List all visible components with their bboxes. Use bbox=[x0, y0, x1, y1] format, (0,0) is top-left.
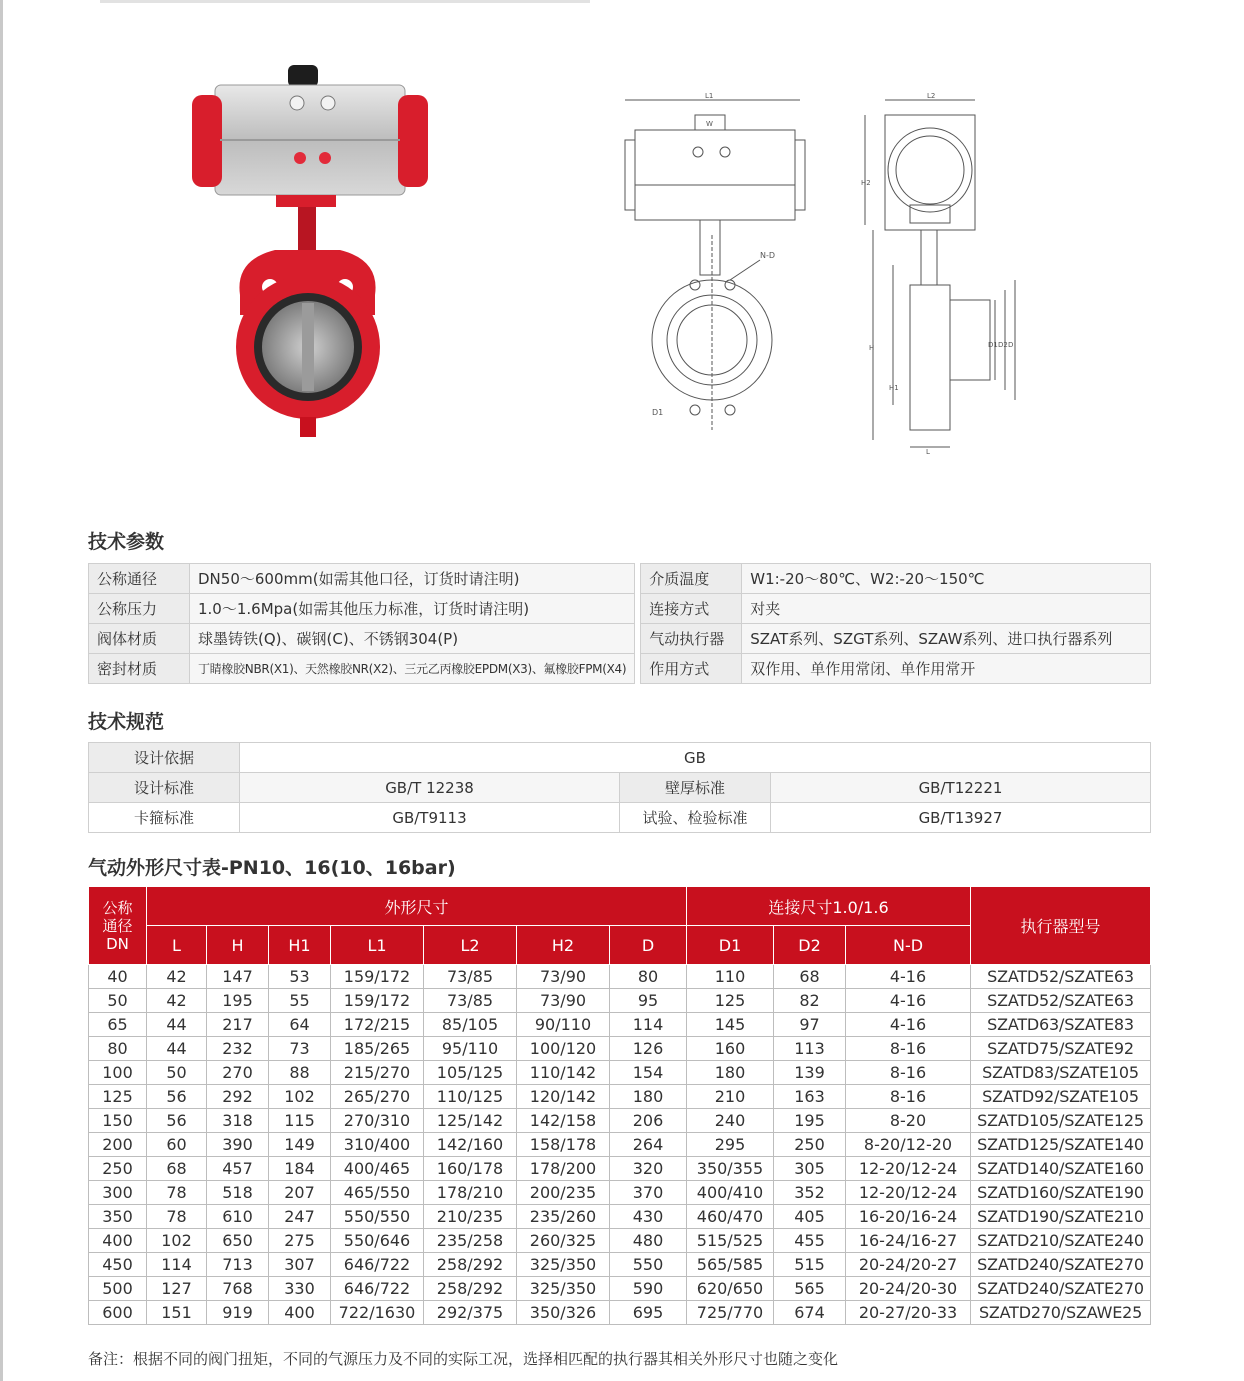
table-cell: 100/120 bbox=[517, 1037, 610, 1061]
table-cell: 160 bbox=[687, 1037, 774, 1061]
table-cell: 500 bbox=[89, 1277, 147, 1301]
table-cell: 110/142 bbox=[517, 1061, 610, 1085]
header-dn-line2: 通径 bbox=[102, 916, 133, 935]
table-row bbox=[89, 564, 1151, 594]
table-cell: 82 bbox=[774, 989, 846, 1013]
table-cell: 350/355 bbox=[687, 1157, 774, 1181]
tech-specs-title: 技术规范 bbox=[88, 711, 165, 733]
table-cell: 44 bbox=[147, 1037, 207, 1061]
table-cell: 40 bbox=[89, 965, 147, 989]
table-cell: 240 bbox=[687, 1109, 774, 1133]
header-col-h: H bbox=[207, 926, 269, 965]
table-cell: 674 bbox=[774, 1301, 846, 1325]
table-cell: 515/525 bbox=[687, 1229, 774, 1253]
cell-actuator-model: SZATD63/SZATE83 bbox=[971, 1013, 1151, 1037]
param-label: 作用方式 bbox=[641, 654, 742, 684]
param-label: 密封材质 bbox=[89, 654, 190, 684]
table-cell: 8-20/12-20 bbox=[846, 1133, 971, 1157]
table-cell: 50 bbox=[89, 989, 147, 1013]
tech-params-table bbox=[88, 563, 1151, 684]
table-cell: 217 bbox=[207, 1013, 269, 1037]
table-cell: 550 bbox=[610, 1253, 687, 1277]
label-d1: D1 bbox=[652, 408, 664, 417]
table-cell: 292 bbox=[207, 1085, 269, 1109]
table-cell: 160/178 bbox=[424, 1157, 517, 1181]
spec-value: GB bbox=[240, 743, 1151, 773]
table-cell: 330 bbox=[269, 1277, 331, 1301]
table-cell: 105/125 bbox=[424, 1061, 517, 1085]
table-cell: 320 bbox=[610, 1157, 687, 1181]
header-col-l: L bbox=[147, 926, 207, 965]
table-cell: 68 bbox=[774, 965, 846, 989]
table-cell: 210 bbox=[687, 1085, 774, 1109]
table-cell: 73/90 bbox=[517, 965, 610, 989]
table-cell: 565/585 bbox=[687, 1253, 774, 1277]
table-row bbox=[89, 1085, 1151, 1109]
table-cell: 110/125 bbox=[424, 1085, 517, 1109]
table-cell: 102 bbox=[147, 1229, 207, 1253]
actuator-end-cap-left bbox=[192, 95, 222, 187]
table-cell: 919 bbox=[207, 1301, 269, 1325]
table-row bbox=[89, 624, 1151, 654]
table-cell: 258/292 bbox=[424, 1277, 517, 1301]
header-col-d1: D1 bbox=[687, 926, 774, 965]
table-cell: 97 bbox=[774, 1013, 846, 1037]
table-cell: 180 bbox=[610, 1085, 687, 1109]
param-label: 公称压力 bbox=[89, 594, 190, 624]
param-value: 对夹 bbox=[742, 594, 1151, 624]
table-cell: 125 bbox=[687, 989, 774, 1013]
table-cell: 565 bbox=[774, 1277, 846, 1301]
footnote: 备注：根据不同的阀门扭矩，不同的气源压力及不同的实际工况，选择相匹配的执行器其相关外形尺寸也随之变化 bbox=[88, 1350, 839, 1368]
table-cell: 159/172 bbox=[331, 989, 424, 1013]
header-dn-line1: 公称 bbox=[102, 898, 133, 917]
table-row bbox=[89, 743, 1151, 773]
table-cell: 600 bbox=[89, 1301, 147, 1325]
table-cell: 114 bbox=[147, 1253, 207, 1277]
table-cell: 480 bbox=[610, 1229, 687, 1253]
table-row bbox=[89, 1157, 1151, 1181]
label-w: W bbox=[706, 120, 713, 128]
table-cell: 90/110 bbox=[517, 1013, 610, 1037]
table-cell: 56 bbox=[147, 1085, 207, 1109]
table-cell: 158/178 bbox=[517, 1133, 610, 1157]
dims-table-title: 气动外形尺寸表-PN10、16(10、16bar) bbox=[88, 857, 456, 879]
table-cell: 232 bbox=[207, 1037, 269, 1061]
table-cell: 56 bbox=[147, 1109, 207, 1133]
table-cell: 265/270 bbox=[331, 1085, 424, 1109]
label-d: D bbox=[1008, 341, 1014, 349]
label-h1: H1 bbox=[889, 384, 899, 392]
table-cell: 352 bbox=[774, 1181, 846, 1205]
table-cell: 80 bbox=[89, 1037, 147, 1061]
header-col-h2: H2 bbox=[517, 926, 610, 965]
table-cell: 400 bbox=[269, 1301, 331, 1325]
table-cell: 295 bbox=[687, 1133, 774, 1157]
table-cell: 550/550 bbox=[331, 1205, 424, 1229]
label-d2: D2 bbox=[998, 341, 1008, 349]
table-cell: 85/105 bbox=[424, 1013, 517, 1037]
table-cell: 178/200 bbox=[517, 1157, 610, 1181]
table-cell: 60 bbox=[147, 1133, 207, 1157]
label-d1-side: D1 bbox=[988, 341, 998, 349]
table-row bbox=[89, 654, 1151, 684]
table-cell: 200/235 bbox=[517, 1181, 610, 1205]
table-cell: 590 bbox=[610, 1277, 687, 1301]
label-l: L bbox=[926, 448, 930, 455]
param-value: SZAT系列、SZGT系列、SZAW系列、进口执行器系列 bbox=[742, 624, 1151, 654]
table-cell: 12-20/12-24 bbox=[846, 1181, 971, 1205]
table-cell: 300 bbox=[89, 1181, 147, 1205]
table-cell: 178/210 bbox=[424, 1181, 517, 1205]
label-n-d: N-D bbox=[760, 251, 776, 260]
table-cell: 646/722 bbox=[331, 1253, 424, 1277]
table-cell: 180 bbox=[687, 1061, 774, 1085]
table-cell: 73 bbox=[269, 1037, 331, 1061]
table-cell: 127 bbox=[147, 1277, 207, 1301]
table-cell: 142/158 bbox=[517, 1109, 610, 1133]
cell-actuator-model: SZATD190/SZATE210 bbox=[971, 1205, 1151, 1229]
table-cell: 44 bbox=[147, 1013, 207, 1037]
param-label: 气动执行器 bbox=[641, 624, 742, 654]
table-cell: 215/270 bbox=[331, 1061, 424, 1085]
table-cell: 722/1630 bbox=[331, 1301, 424, 1325]
tech-specs-table bbox=[88, 742, 1151, 833]
table-cell: 400/465 bbox=[331, 1157, 424, 1181]
table-cell: 150 bbox=[89, 1109, 147, 1133]
table-cell: 318 bbox=[207, 1109, 269, 1133]
table-cell: 20-24/20-30 bbox=[846, 1277, 971, 1301]
header-col-l1: L1 bbox=[331, 926, 424, 965]
table-cell: 154 bbox=[610, 1061, 687, 1085]
header-dn bbox=[89, 887, 147, 965]
table-cell: 400/410 bbox=[687, 1181, 774, 1205]
table-cell: 650 bbox=[207, 1229, 269, 1253]
table-cell: 250 bbox=[89, 1157, 147, 1181]
table-cell: 370 bbox=[610, 1181, 687, 1205]
table-cell: 195 bbox=[774, 1109, 846, 1133]
table-cell: 646/722 bbox=[331, 1277, 424, 1301]
spec-label: 卡箍标准 bbox=[89, 803, 240, 833]
table-cell: 16-20/16-24 bbox=[846, 1205, 971, 1229]
header-col-d2: D2 bbox=[774, 926, 846, 965]
table-cell: 20-24/20-27 bbox=[846, 1253, 971, 1277]
table-cell: 4-16 bbox=[846, 1013, 971, 1037]
cell-actuator-model: SZATD92/SZATE105 bbox=[971, 1085, 1151, 1109]
actuator-end-cap-right bbox=[398, 95, 428, 187]
cell-actuator-model: SZATD160/SZATE190 bbox=[971, 1181, 1151, 1205]
table-cell: 325/350 bbox=[517, 1277, 610, 1301]
table-cell: 139 bbox=[774, 1061, 846, 1085]
front-view-drawing bbox=[600, 85, 820, 435]
param-value: 1.0～1.6Mpa(如需其他压力标准，订货时请注明) bbox=[190, 594, 635, 624]
table-row bbox=[89, 1181, 1151, 1205]
spec-label: 设计依据 bbox=[89, 743, 240, 773]
table-cell: 4-16 bbox=[846, 989, 971, 1013]
table-cell: 65 bbox=[89, 1013, 147, 1037]
table-cell: 80 bbox=[610, 965, 687, 989]
table-cell: 550/646 bbox=[331, 1229, 424, 1253]
table-cell: 620/650 bbox=[687, 1277, 774, 1301]
table-cell: 102 bbox=[269, 1085, 331, 1109]
table-cell: 275 bbox=[269, 1229, 331, 1253]
header-col-l2: L2 bbox=[424, 926, 517, 965]
table-cell: 695 bbox=[610, 1301, 687, 1325]
table-row bbox=[89, 1013, 1151, 1037]
table-cell: 149 bbox=[269, 1133, 331, 1157]
table-cell: 159/172 bbox=[331, 965, 424, 989]
table-row bbox=[89, 803, 1151, 833]
table-cell: 465/550 bbox=[331, 1181, 424, 1205]
table-cell: 350/326 bbox=[517, 1301, 610, 1325]
table-row bbox=[89, 773, 1151, 803]
table-cell: 610 bbox=[207, 1205, 269, 1229]
param-value: 丁睛橡胶NBR(X1)、天然橡胶NR(X2)、三元乙丙橡胶EPDM(X3)、氟橡胶FPM(X4) bbox=[190, 654, 635, 684]
table-cell: 64 bbox=[269, 1013, 331, 1037]
table-cell: 78 bbox=[147, 1181, 207, 1205]
table-cell: 73/90 bbox=[517, 989, 610, 1013]
top-edge-mark bbox=[100, 0, 590, 3]
table-cell: 95/110 bbox=[424, 1037, 517, 1061]
param-value: DN50～600mm(如需其他口径，订货时请注明) bbox=[190, 564, 635, 594]
table-cell: 8-20 bbox=[846, 1109, 971, 1133]
spec-value: GB/T12221 bbox=[771, 773, 1151, 803]
param-value: 双作用、单作用常闭、单作用常开 bbox=[742, 654, 1151, 684]
product-photo bbox=[180, 55, 430, 445]
table-cell: 113 bbox=[774, 1037, 846, 1061]
header-dn-line3: DN bbox=[106, 934, 129, 953]
table-cell: 20-27/20-33 bbox=[846, 1301, 971, 1325]
table-cell: 125/142 bbox=[424, 1109, 517, 1133]
table-cell: 200 bbox=[89, 1133, 147, 1157]
table-cell: 8-16 bbox=[846, 1085, 971, 1109]
table-cell: 12-20/12-24 bbox=[846, 1157, 971, 1181]
header-col-n-d: N-D bbox=[846, 926, 971, 965]
table-cell: 247 bbox=[269, 1205, 331, 1229]
cell-actuator-model: SZATD125/SZATE140 bbox=[971, 1133, 1151, 1157]
table-row bbox=[89, 1253, 1151, 1277]
table-cell: 725/770 bbox=[687, 1301, 774, 1325]
header-outline-size: 外形尺寸 bbox=[147, 887, 687, 926]
table-cell: 518 bbox=[207, 1181, 269, 1205]
side-view-drawing bbox=[855, 85, 1030, 455]
table-cell: 235/258 bbox=[424, 1229, 517, 1253]
param-label: 连接方式 bbox=[641, 594, 742, 624]
table-cell: 207 bbox=[269, 1181, 331, 1205]
table-cell: 185/265 bbox=[331, 1037, 424, 1061]
spec-label: 壁厚标准 bbox=[620, 773, 771, 803]
table-cell: 260/325 bbox=[517, 1229, 610, 1253]
cell-actuator-model: SZATD240/SZATE270 bbox=[971, 1253, 1151, 1277]
table-cell: 270/310 bbox=[331, 1109, 424, 1133]
table-cell: 147 bbox=[207, 965, 269, 989]
spec-value: GB/T 12238 bbox=[240, 773, 620, 803]
cell-actuator-model: SZATD210/SZATE240 bbox=[971, 1229, 1151, 1253]
cell-actuator-model: SZATD105/SZATE125 bbox=[971, 1109, 1151, 1133]
table-cell: 390 bbox=[207, 1133, 269, 1157]
table-cell: 42 bbox=[147, 989, 207, 1013]
table-cell: 515 bbox=[774, 1253, 846, 1277]
table-cell: 430 bbox=[610, 1205, 687, 1229]
table-cell: 235/260 bbox=[517, 1205, 610, 1229]
cell-actuator-model: SZATD140/SZATE160 bbox=[971, 1157, 1151, 1181]
cell-actuator-model: SZATD52/SZATE63 bbox=[971, 965, 1151, 989]
table-cell: 8-16 bbox=[846, 1037, 971, 1061]
table-row bbox=[89, 1037, 1151, 1061]
table-cell: 258/292 bbox=[424, 1253, 517, 1277]
table-cell: 713 bbox=[207, 1253, 269, 1277]
table-cell: 457 bbox=[207, 1157, 269, 1181]
position-indicator-icon bbox=[288, 65, 318, 87]
header-connection-size: 连接尺寸1.0/1.6 bbox=[687, 887, 971, 926]
table-cell: 151 bbox=[147, 1301, 207, 1325]
cell-actuator-model: SZATD270/SZAWE25 bbox=[971, 1301, 1151, 1325]
table-cell: 88 bbox=[269, 1061, 331, 1085]
table-cell: 195 bbox=[207, 989, 269, 1013]
cell-actuator-model: SZATD83/SZATE105 bbox=[971, 1061, 1151, 1085]
param-label: 公称通径 bbox=[89, 564, 190, 594]
table-cell: 114 bbox=[610, 1013, 687, 1037]
label-h2: H2 bbox=[861, 179, 871, 187]
table-cell: 455 bbox=[774, 1229, 846, 1253]
table-row bbox=[89, 594, 1151, 624]
table-row bbox=[89, 1301, 1151, 1325]
label-l2: L2 bbox=[927, 92, 936, 100]
param-label: 阀体材质 bbox=[89, 624, 190, 654]
table-cell: 264 bbox=[610, 1133, 687, 1157]
table-cell: 307 bbox=[269, 1253, 331, 1277]
table-row bbox=[89, 989, 1151, 1013]
header-col-h1: H1 bbox=[269, 926, 331, 965]
table-cell: 55 bbox=[269, 989, 331, 1013]
table-cell: 115 bbox=[269, 1109, 331, 1133]
table-cell: 305 bbox=[774, 1157, 846, 1181]
table-row bbox=[89, 1109, 1151, 1133]
cell-actuator-model: SZATD52/SZATE63 bbox=[971, 989, 1151, 1013]
cell-actuator-model: SZATD75/SZATE92 bbox=[971, 1037, 1151, 1061]
table-cell: 73/85 bbox=[424, 965, 517, 989]
table-cell: 73/85 bbox=[424, 989, 517, 1013]
table-cell: 120/142 bbox=[517, 1085, 610, 1109]
label-h: H bbox=[869, 344, 875, 352]
table-cell: 78 bbox=[147, 1205, 207, 1229]
table-cell: 400 bbox=[89, 1229, 147, 1253]
table-cell: 145 bbox=[687, 1013, 774, 1037]
param-value: 球墨铸铁(Q)、碳钢(C)、不锈钢304(P) bbox=[190, 624, 635, 654]
cell-actuator-model: SZATD240/SZATE270 bbox=[971, 1277, 1151, 1301]
table-cell: 210/235 bbox=[424, 1205, 517, 1229]
table-cell: 292/375 bbox=[424, 1301, 517, 1325]
spec-label: 设计标准 bbox=[89, 773, 240, 803]
table-cell: 450 bbox=[89, 1253, 147, 1277]
table-cell: 250 bbox=[774, 1133, 846, 1157]
spec-label: 试验、检验标准 bbox=[620, 803, 771, 833]
table-cell: 16-24/16-27 bbox=[846, 1229, 971, 1253]
header-actuator-model: 执行器型号 bbox=[971, 887, 1151, 965]
table-cell: 68 bbox=[147, 1157, 207, 1181]
table-row bbox=[89, 1205, 1151, 1229]
table-cell: 126 bbox=[610, 1037, 687, 1061]
param-value: W1:-20～80℃、W2:-20～150℃ bbox=[742, 564, 1151, 594]
table-cell: 125 bbox=[89, 1085, 147, 1109]
table-cell: 184 bbox=[269, 1157, 331, 1181]
table-cell: 460/470 bbox=[687, 1205, 774, 1229]
table-row bbox=[89, 1061, 1151, 1085]
table-cell: 50 bbox=[147, 1061, 207, 1085]
table-cell: 53 bbox=[269, 965, 331, 989]
table-row bbox=[89, 965, 1151, 989]
table-cell: 310/400 bbox=[331, 1133, 424, 1157]
table-cell: 172/215 bbox=[331, 1013, 424, 1037]
table-cell: 163 bbox=[774, 1085, 846, 1109]
table-cell: 350 bbox=[89, 1205, 147, 1229]
param-label: 介质温度 bbox=[641, 564, 742, 594]
table-row bbox=[89, 1277, 1151, 1301]
spec-value: GB/T9113 bbox=[240, 803, 620, 833]
table-cell: 768 bbox=[207, 1277, 269, 1301]
dimensions-table bbox=[88, 886, 1151, 1325]
table-row bbox=[89, 1229, 1151, 1253]
table-cell: 4-16 bbox=[846, 965, 971, 989]
table-cell: 8-16 bbox=[846, 1061, 971, 1085]
tech-params-title: 技术参数 bbox=[88, 531, 165, 553]
table-cell: 95 bbox=[610, 989, 687, 1013]
table-cell: 206 bbox=[610, 1109, 687, 1133]
table-cell: 42 bbox=[147, 965, 207, 989]
table-cell: 405 bbox=[774, 1205, 846, 1229]
page-edge bbox=[0, 0, 3, 1381]
table-cell: 142/160 bbox=[424, 1133, 517, 1157]
table-cell: 270 bbox=[207, 1061, 269, 1085]
table-row bbox=[89, 1133, 1151, 1157]
label-l1: L1 bbox=[705, 92, 714, 100]
header-col-d: D bbox=[610, 926, 687, 965]
table-cell: 110 bbox=[687, 965, 774, 989]
spec-value: GB/T13927 bbox=[771, 803, 1151, 833]
table-cell: 325/350 bbox=[517, 1253, 610, 1277]
table-cell: 100 bbox=[89, 1061, 147, 1085]
